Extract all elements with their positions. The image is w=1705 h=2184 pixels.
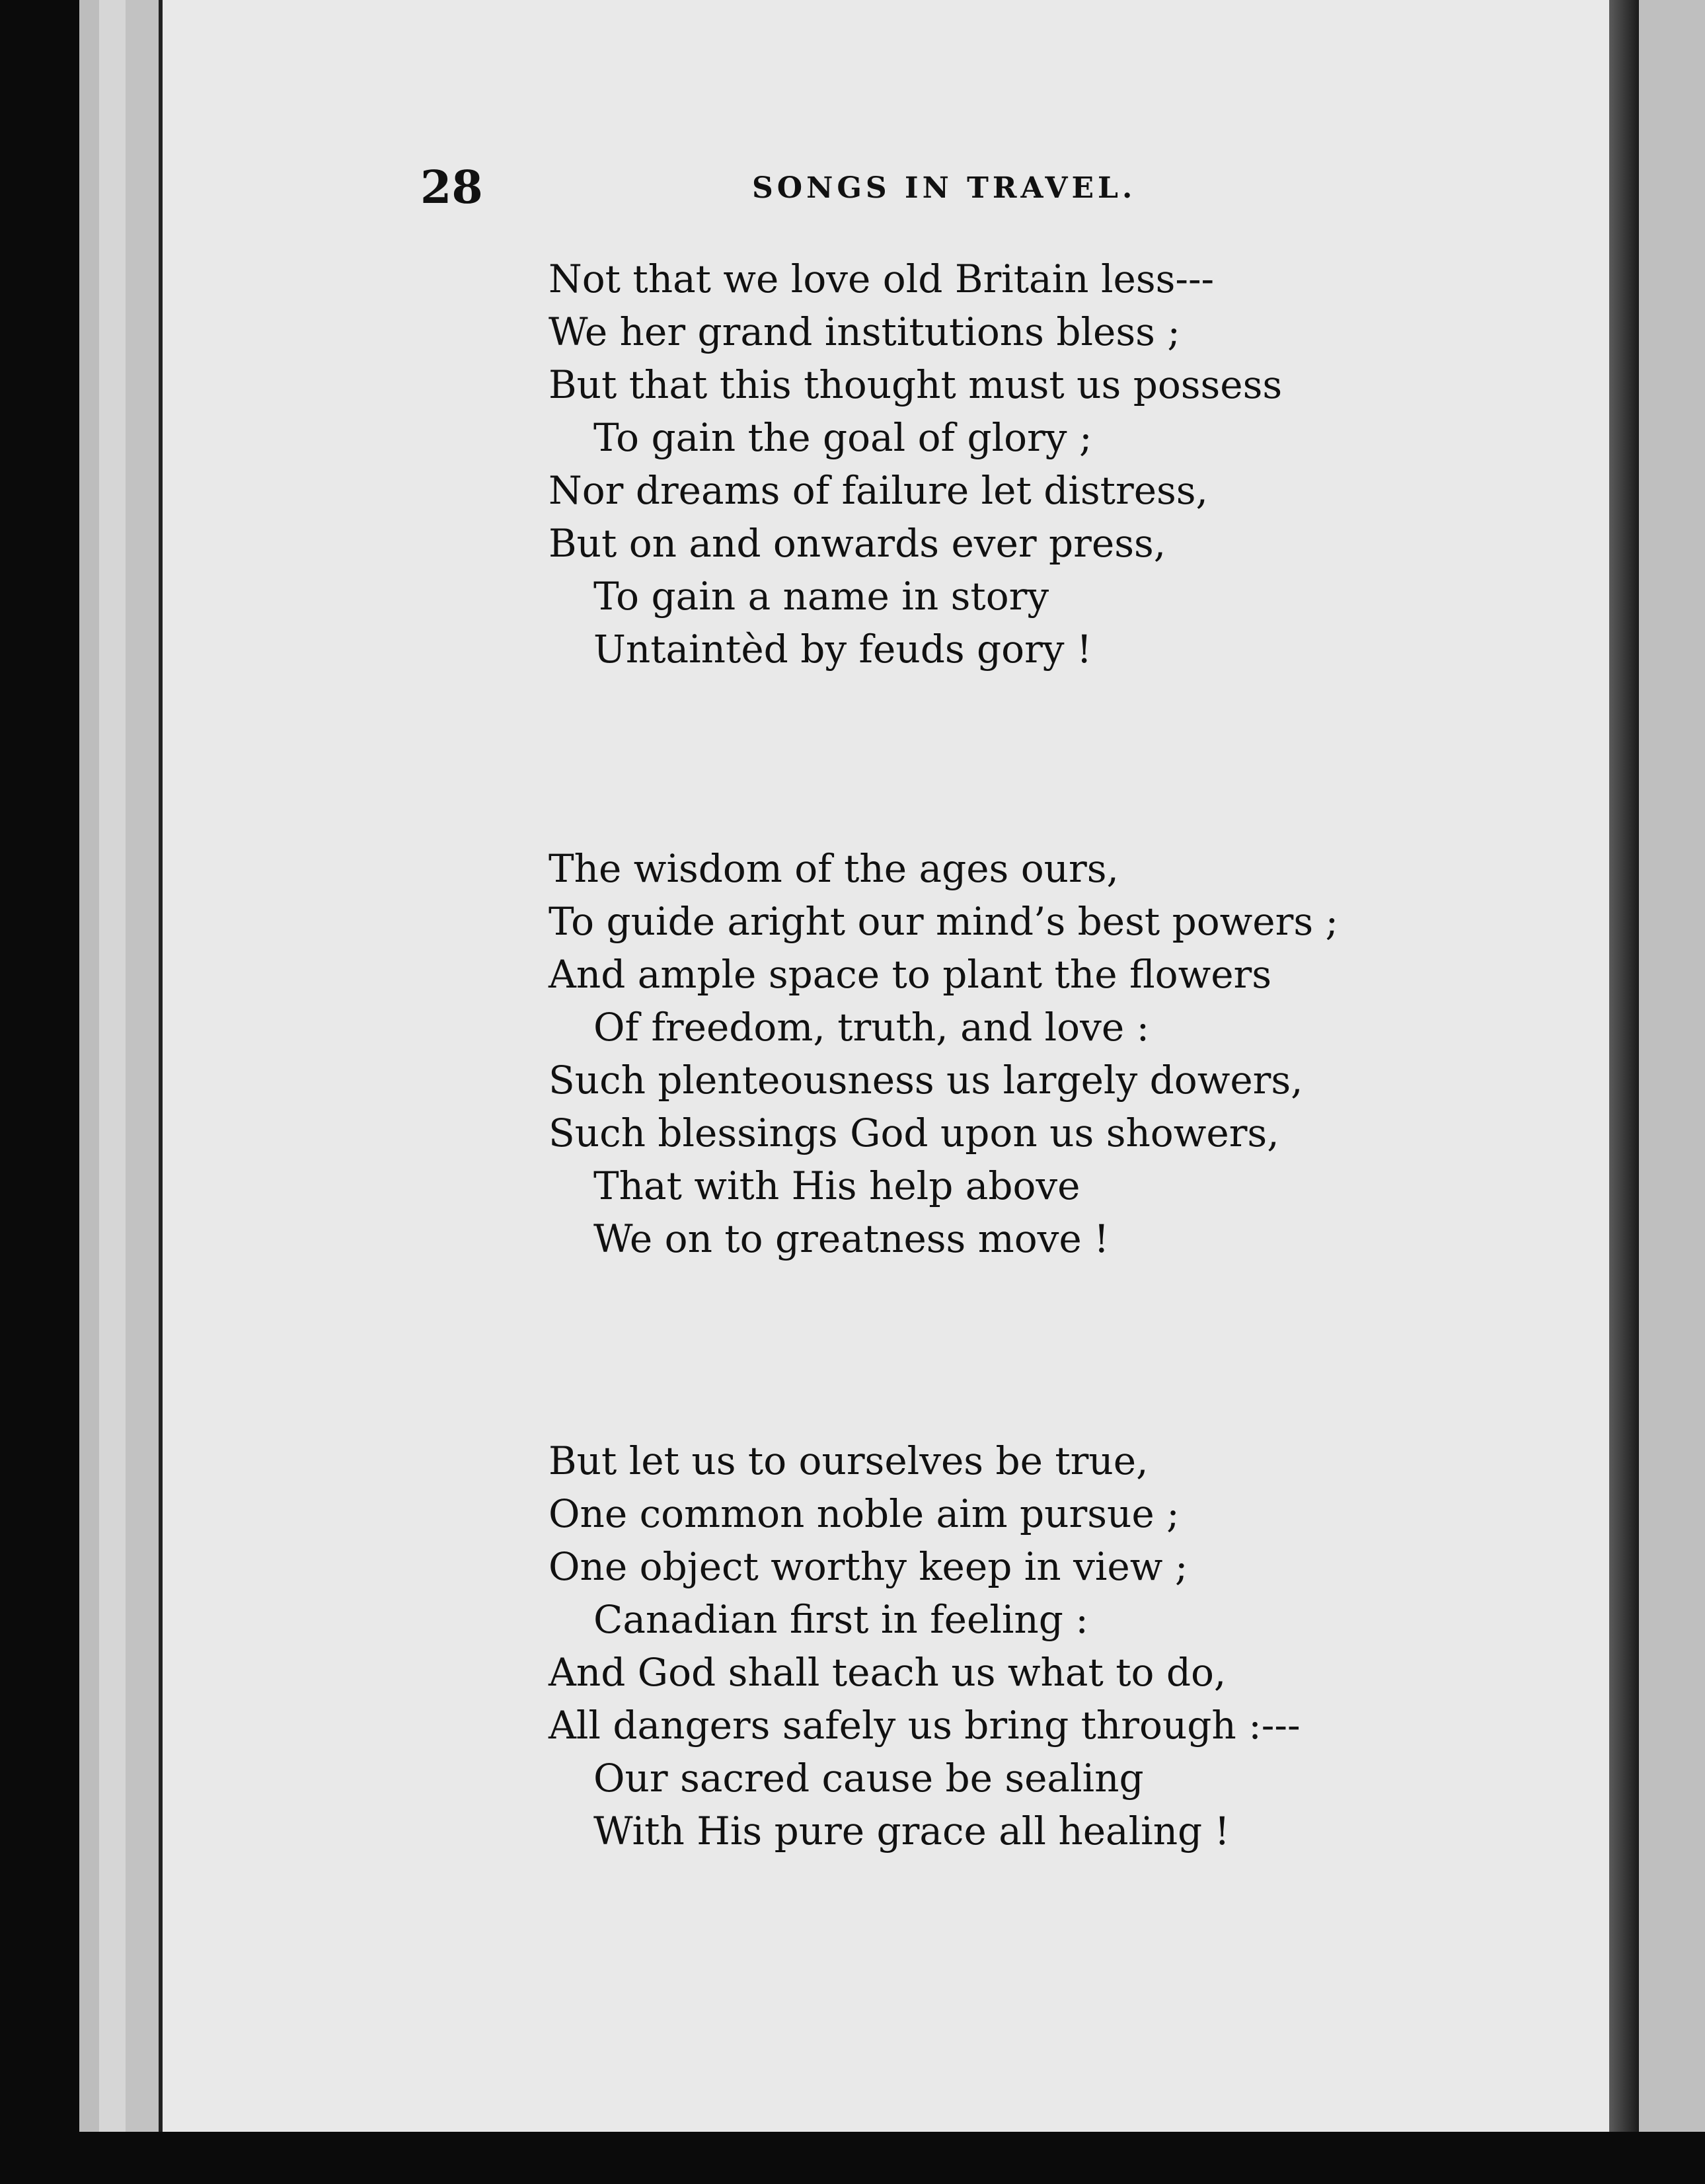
poem-line: But on and onwards ever press, bbox=[549, 521, 1166, 566]
book-binding bbox=[1609, 0, 1639, 2184]
poem-line: All dangers safely us bring through :--- bbox=[549, 1703, 1301, 1748]
poem-stanza bbox=[549, 253, 1408, 676]
page-number: 28 bbox=[420, 161, 483, 214]
poem-line: Of freedom, truth, and love : bbox=[593, 1005, 1150, 1050]
poem-line: And ample space to plant the flowers bbox=[549, 952, 1272, 997]
poem-line: But that this thought must us possess bbox=[549, 362, 1283, 407]
poem-line: Such plenteousness us largely dowers, bbox=[549, 1058, 1303, 1103]
poem-line: We on to greatness move ! bbox=[593, 1216, 1110, 1261]
poem-stanza bbox=[549, 1434, 1408, 1857]
poem-line: One common noble aim pursue ; bbox=[549, 1491, 1180, 1536]
page-edge bbox=[99, 0, 128, 2142]
page-edge bbox=[126, 0, 161, 2142]
poem-line: Such blessings God upon us showers, bbox=[549, 1111, 1279, 1155]
poem-line: Canadian first in feeling : bbox=[593, 1597, 1088, 1642]
poem-line: Our sacred cause be sealing bbox=[593, 1756, 1144, 1801]
poem-line: To gain the goal of glory ; bbox=[593, 415, 1092, 460]
poem-line: One object worthy keep in view ; bbox=[549, 1544, 1188, 1589]
poem-line: Nor dreams of failure let distress, bbox=[549, 468, 1208, 513]
poem-stanza bbox=[549, 842, 1408, 1265]
facing-page-edge bbox=[1639, 0, 1705, 2184]
poem-line: With His pure grace all healing ! bbox=[593, 1809, 1230, 1853]
poem-line: To gain a name in story bbox=[593, 574, 1049, 619]
running-title: SONGS IN TRAVEL. bbox=[752, 171, 1137, 205]
poem-line: That with His help above bbox=[593, 1163, 1080, 1208]
scan-border bbox=[0, 2132, 1705, 2184]
poem-line: Not that we love old Britain less--- bbox=[549, 256, 1215, 301]
poem-line: But let us to ourselves be true, bbox=[549, 1438, 1149, 1483]
poem-line: Untaintèd by feuds gory ! bbox=[593, 627, 1092, 672]
poem-line: The wisdom of the ages ours, bbox=[549, 846, 1119, 891]
poem-line: And God shall teach us what to do, bbox=[549, 1650, 1227, 1695]
poem-line: To guide aright our mind’s best powers ; bbox=[549, 899, 1339, 944]
page-edge bbox=[79, 0, 101, 2142]
poem-line: We her grand institutions bless ; bbox=[549, 309, 1180, 354]
